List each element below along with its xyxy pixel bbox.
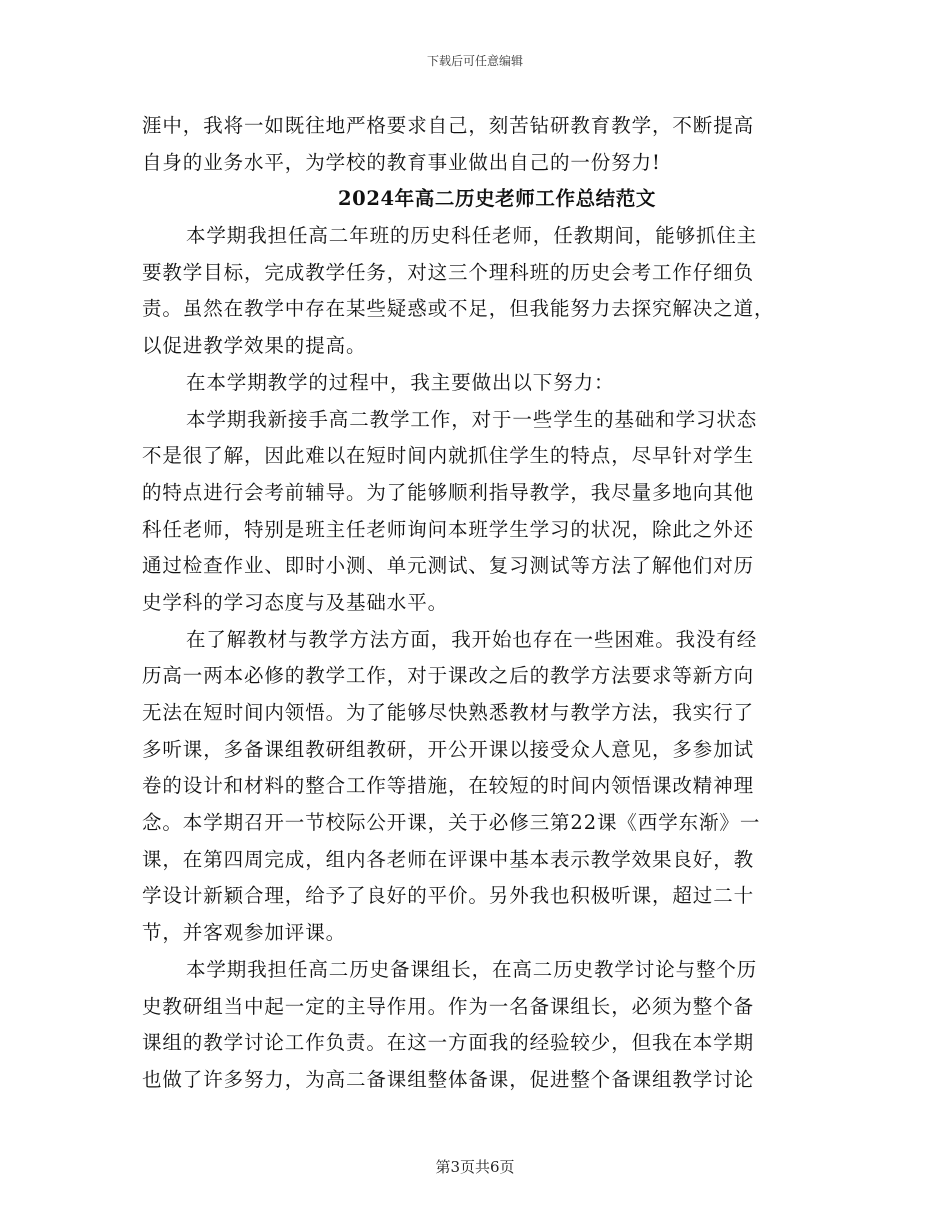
paragraph-line: 通过检查作业、即时小测、单元测试、复习测试等方法了解他们对历 xyxy=(142,554,755,578)
paragraph-line: 多听课，多备课组教研组教研，开公开课以接受众人意见，多参加试 xyxy=(142,737,755,761)
paragraph-line: 学设计新颖合理，给予了良好的平价。另外我也积极听课，超过二十 xyxy=(142,884,755,908)
paragraph-5 xyxy=(142,952,808,1099)
paragraph-line: 历高一两本必修的教学工作，对于课改之后的教学方法要求等新方向 xyxy=(142,664,755,688)
paragraph-1 xyxy=(142,218,808,365)
paragraph-line: 节，并客观参加评课。 xyxy=(142,921,347,945)
paragraph-line: 本学期我担任高二年班的历史科任老师，任教期间，能够抓住主 xyxy=(186,224,758,248)
paragraph-line: 史学科的学习态度与及基础水平。 xyxy=(142,590,449,614)
paragraph-line: 以促进教学效果的提高。 xyxy=(142,334,367,358)
paragraph-line: 本学期我新接手高二教学工作，对于一些学生的基础和学习状态 xyxy=(186,407,758,431)
paragraph-line: 课，在第四周完成，组内各老师在评课中基本表示教学效果良好，教 xyxy=(142,847,755,871)
paragraph-line: 也做了许多努力，为高二备课组整体备课，促进整个备课组教学讨论 xyxy=(142,1067,755,1091)
document-body xyxy=(142,108,808,1099)
paragraph-line: 课组的教学讨论工作负责。在这一方面我的经验较少，但我在本学期 xyxy=(142,1031,755,1055)
paragraph-line: 不是很了解，因此难以在短时间内就抓住学生的特点，尽早针对学生 xyxy=(142,444,755,468)
intro-line: 自身的业务水平，为学校的教育事业做出自己的一份努力! xyxy=(142,150,661,174)
page-number-footer: 第3页共6页 xyxy=(435,1158,515,1176)
intro-line: 涯中，我将一如既往地严格要求自己，刻苦钻研教育教学，不断提高 xyxy=(142,114,755,137)
paragraph-line: 在了解教材与教学方法方面，我开始也存在一些困难。我没有经 xyxy=(186,627,758,651)
paragraph-line: 在本学期教学的过程中，我主要做出以下努力： xyxy=(186,370,615,394)
paragraph-line: 卷的设计和材料的整合工作等措施，在较短的时间内领悟课改精神理 xyxy=(142,774,755,798)
page-header-note: 下载后可任意编辑 xyxy=(426,54,523,68)
paragraph-line: 念。本学期召开一节校际公开课，关于必修三第22课《西学东渐》一 xyxy=(142,811,761,835)
paragraph-line: 责。虽然在教学中存在某些疑惑或不足，但我能努力去探究解决之道， xyxy=(142,297,775,321)
paragraph-line: 无法在短时间内领悟。为了能够尽快熟悉教材与教学方法，我实行了 xyxy=(142,701,755,724)
paragraph-line: 本学期我担任高二历史备课组长，在高二历史教学讨论与整个历 xyxy=(186,957,758,981)
document-title: 2024年高二历史老师工作总结范文 xyxy=(338,187,656,211)
paragraph-3 xyxy=(142,402,808,622)
paragraph-line: 要教学目标，完成教学任务，对这三个理科班的历史会考工作仔细负 xyxy=(142,260,755,284)
paragraph-2 xyxy=(142,365,808,402)
paragraph-4 xyxy=(142,622,808,952)
paragraph-line: 的特点进行会考前辅导。为了能够顺利指导教学，我尽量多地向其他 xyxy=(142,480,755,504)
paragraph-line: 科任老师，特别是班主任老师询问本班学生学习的状况，除此之外还 xyxy=(142,517,755,541)
paragraph-line: 史教研组当中起一定的主导作用。作为一名备课组长，必须为整个备 xyxy=(142,994,755,1018)
